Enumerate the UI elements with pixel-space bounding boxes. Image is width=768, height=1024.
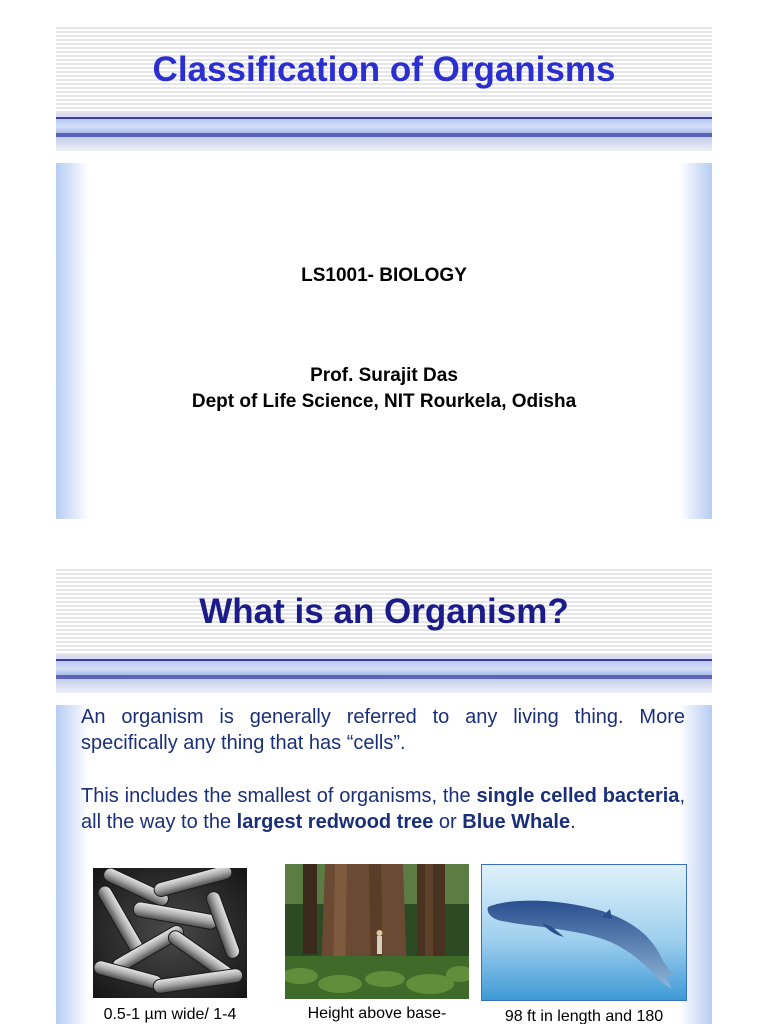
bold-term-bacteria: single celled bacteria <box>476 785 680 807</box>
organism-examples <box>81 783 685 835</box>
blue-whale-image <box>482 865 686 1000</box>
blue-whale-photo <box>481 864 687 1001</box>
divider-band <box>56 661 712 675</box>
slide-title: What is an Organism? <box>199 592 569 631</box>
bacteria-micrograph-image <box>93 868 247 998</box>
bold-term-redwood: largest redwood tree <box>236 811 434 833</box>
divider-band <box>56 119 712 133</box>
redwood-tree-photo <box>285 864 469 999</box>
professor-name: Prof. Surajit Das <box>310 365 458 386</box>
title-slide <box>56 27 712 519</box>
divider-band <box>56 679 712 693</box>
bold-term-whale: Blue Whale <box>462 811 571 833</box>
redwood-caption: Height above base- <box>307 1005 447 1022</box>
organism-definition: An organism is generally referred to any living thing. More specifically any thing that has “cells”. <box>81 706 685 754</box>
left-side-gradient <box>56 163 88 519</box>
examples-text: or <box>433 811 463 833</box>
content-slide <box>56 569 712 1024</box>
course-code: LS1001- BIOLOGY <box>301 265 467 286</box>
examples-text: . <box>570 811 576 833</box>
department-line: Dept of Life Science, NIT Rourkela, Odisha <box>191 391 577 412</box>
bacteria-caption: 0.5-1 µm wide/ 1-4 <box>103 1006 237 1023</box>
bacteria-micrograph <box>93 868 247 998</box>
divider-band <box>56 137 712 151</box>
slide-title: Classification of Organisms <box>152 50 616 89</box>
examples-text: , all the way to the <box>81 785 685 833</box>
examples-text: This includes the smallest of organisms, the <box>81 785 477 807</box>
whale-caption: 98 ft in length and 180 <box>504 1008 664 1024</box>
right-side-gradient <box>680 163 712 519</box>
redwood-tree-image <box>285 864 469 999</box>
